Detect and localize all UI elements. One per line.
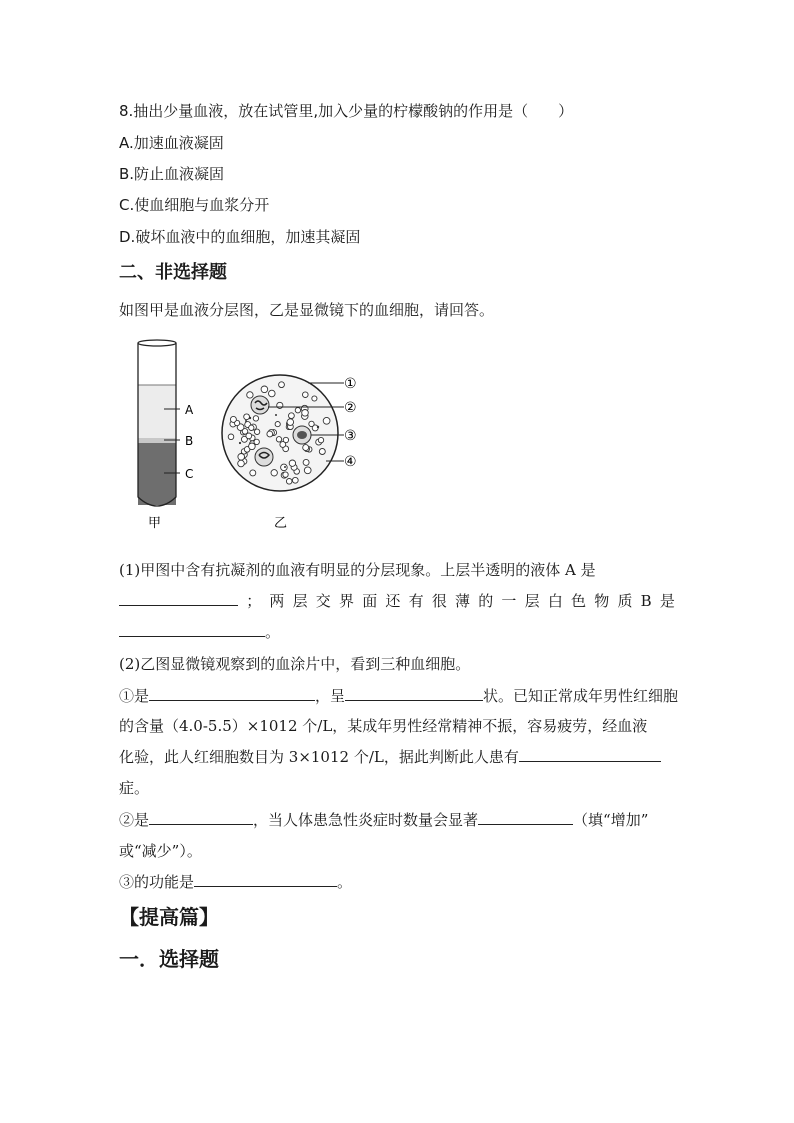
red-blood-cell — [312, 396, 317, 401]
red-blood-cell — [286, 479, 292, 485]
part1-char: 有 — [408, 592, 424, 610]
red-blood-cell — [303, 392, 309, 398]
red-blood-cell — [267, 431, 273, 437]
item1-tail: 状。已知正常成年男性红细胞 — [483, 687, 679, 705]
red-blood-cell — [289, 413, 295, 419]
label-c: C — [185, 467, 194, 481]
part1-char: 色 — [571, 592, 587, 610]
answer-blank-b[interactable] — [119, 622, 265, 637]
part1-char: 很 — [431, 592, 447, 610]
marker-4: ④ — [344, 454, 357, 470]
red-blood-cell — [242, 429, 248, 435]
marker-2: ② — [344, 400, 357, 416]
red-blood-cell — [295, 408, 300, 413]
red-blood-cell — [249, 443, 256, 450]
marker-3: ③ — [344, 428, 357, 444]
red-blood-cell — [249, 425, 254, 430]
item1-line3-text: 化验，此人红细胞数目为 3×1012 个/L，据此判断此人患有 — [119, 748, 519, 766]
red-blood-cell — [287, 419, 294, 426]
part2-item1-line4: 症。 — [119, 779, 150, 797]
red-blood-cell — [271, 470, 277, 476]
advanced-subtitle: 一．选择题 — [119, 947, 219, 971]
part2-item1-line2: 的含量（4.0-5.5）×1012 个/L，某成年男性经常精神不振，容易疲劳，经血液 — [119, 717, 648, 735]
part1-char: 还 — [385, 592, 401, 610]
red-blood-cell — [269, 390, 276, 397]
part1-char: 一 — [501, 592, 517, 610]
red-blood-cell — [254, 439, 259, 444]
label-b: B — [185, 434, 194, 448]
marker-1: ① — [344, 376, 357, 392]
q8-stem: 8.抽出少量血液，放在试管里,加入少量的柠檬酸钠的作用是（ ） — [119, 102, 574, 120]
part1-char: 白 — [547, 592, 563, 610]
red-blood-cell — [323, 417, 330, 424]
red-blood-cell — [303, 445, 309, 451]
part2-item1-line1 — [119, 686, 678, 706]
advanced-title: 【提高篇】 — [119, 905, 219, 929]
microscope-field-diagram — [222, 375, 357, 531]
answer-blank-disease[interactable] — [519, 747, 661, 762]
red-blood-cell — [283, 472, 288, 477]
caption-yi: 乙 — [274, 516, 288, 531]
red-blood-cell — [319, 449, 325, 455]
part1-line1: (1)甲图中含有抗凝剂的血液有明显的分层现象。上层半透明的液体 A 是 — [119, 561, 596, 579]
part1-char: 面 — [362, 592, 378, 610]
test-tube-diagram — [138, 340, 194, 531]
answer-blank-change[interactable] — [478, 810, 573, 825]
white-blood-cell — [293, 426, 311, 444]
red-blood-cell — [244, 414, 250, 420]
section-title: 二、非选择题 — [119, 262, 227, 283]
item1-prefix: ①是 — [119, 687, 150, 705]
part1-char: 层 — [292, 592, 308, 610]
red-blood-cell — [276, 437, 281, 442]
part1-char: 两 — [269, 592, 285, 610]
red-blood-cell — [281, 464, 288, 471]
white-blood-cell — [255, 448, 273, 466]
item3-end: 。 — [337, 873, 353, 891]
red-blood-cell — [250, 470, 256, 476]
part1-char: B — [640, 592, 652, 610]
red-blood-cell — [228, 434, 234, 440]
red-blood-cell — [289, 460, 295, 466]
item1-mid: ，呈 — [315, 687, 346, 705]
red-blood-cell — [318, 437, 323, 442]
part1-char: 质 — [617, 592, 633, 610]
part1-line3 — [119, 622, 280, 642]
item2-mid: ，当人体患急性炎症时数量会显著 — [253, 811, 479, 829]
section-intro: 如图甲是血液分层图，乙是显微镜下的血细胞，请回答。 — [119, 301, 495, 319]
red-blood-cell — [292, 477, 298, 483]
red-blood-cell — [279, 382, 285, 388]
item2-tail: （填“增加” — [573, 811, 649, 829]
red-blood-cell — [238, 460, 245, 467]
part2-item3 — [119, 872, 352, 892]
answer-blank-cell1[interactable] — [149, 686, 315, 701]
red-blood-cell — [280, 442, 286, 448]
red-blood-cell — [302, 410, 309, 417]
red-blood-cell — [303, 459, 309, 465]
q8-option-a: A.加速血液凝固 — [119, 134, 224, 152]
part1-char: 薄 — [455, 592, 471, 610]
label-a: A — [185, 403, 194, 417]
q8-option-b: B.防止血液凝固 — [119, 165, 225, 183]
blood-figure — [120, 335, 380, 535]
part1-char: 层 — [524, 592, 540, 610]
part1-char: 物 — [594, 592, 610, 610]
red-blood-cell — [304, 467, 311, 474]
part1-char: 界 — [339, 592, 355, 610]
part2-item1-line3 — [119, 747, 661, 767]
part1-char: 交 — [315, 592, 331, 610]
part1-char: 是 — [659, 592, 675, 610]
red-blood-cell — [238, 454, 245, 461]
q8-option-d: D.破坏血液中的血细胞，加速其凝固 — [119, 228, 361, 246]
item2-prefix: ②是 — [119, 811, 150, 829]
red-blood-cell — [247, 392, 253, 398]
red-blood-cell — [230, 416, 236, 422]
item3-prefix: ③的功能是 — [119, 873, 195, 891]
red-blood-cell — [261, 386, 268, 393]
red-blood-cell — [309, 421, 314, 426]
white-blood-cell — [251, 396, 269, 414]
part1-char: ； — [246, 592, 262, 610]
part1-line2 — [119, 591, 675, 611]
q8-option-c: C.使血细胞与血浆分开 — [119, 196, 270, 214]
part2-intro: (2)乙图显微镜观察到的血涂片中，看到三种血细胞。 — [119, 655, 471, 673]
answer-blank-a[interactable] — [119, 591, 238, 606]
answer-blank-function[interactable] — [194, 872, 337, 887]
part2-item2-line2: 或“减少”）。 — [119, 842, 202, 860]
part1-char: 的 — [478, 592, 494, 610]
red-blood-cell — [275, 422, 280, 427]
red-blood-cell — [254, 429, 259, 434]
caption-jia: 甲 — [148, 516, 162, 531]
answer-blank-cell2[interactable] — [149, 810, 253, 825]
red-blood-cell — [253, 416, 258, 421]
part2-item2-line1 — [119, 810, 648, 830]
red-blood-cell — [277, 402, 283, 408]
period: 。 — [265, 623, 281, 641]
answer-blank-shape[interactable] — [345, 686, 483, 701]
